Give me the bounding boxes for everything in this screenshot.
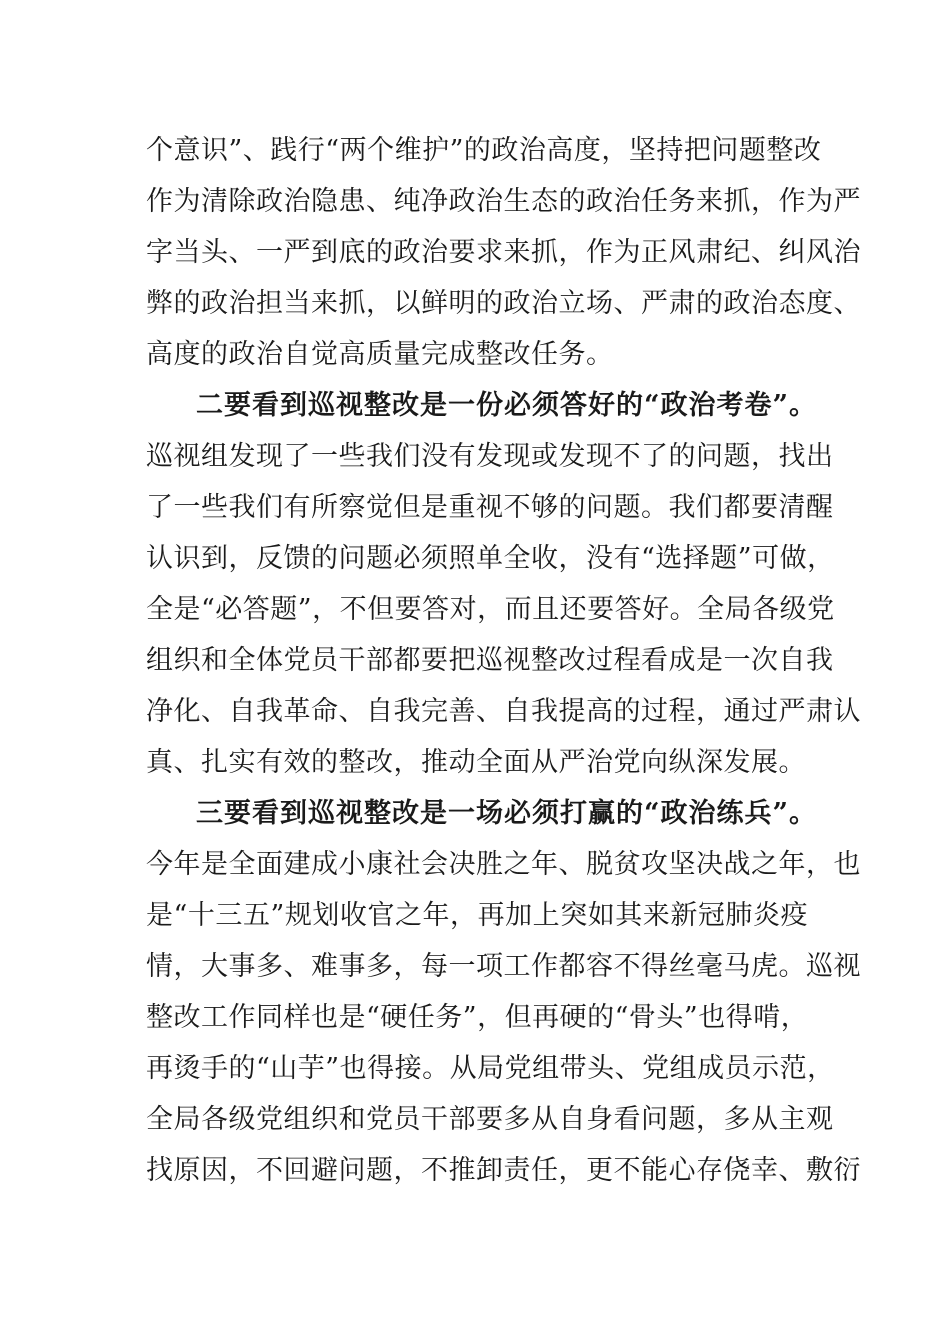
paragraph-line: 高度的政治自觉高质量完成整改任务。 <box>146 339 614 370</box>
section-heading: 三要看到巡视整改是一场必须打赢的“政治练兵”。 <box>196 798 818 829</box>
paragraph-line: 找原因，不回避问题，不推卸责任，更不能心存侥幸、敷衍 <box>146 1155 861 1186</box>
paragraph-line: 再烫手的“山芋”也得接。从局党组带头、党组成员示范， <box>146 1053 835 1084</box>
paragraph-line: 字当头、一严到底的政治要求来抓，作为正风肃纪、纠风治 <box>146 237 861 268</box>
paragraph-line: 全局各级党组织和党员干部要多从自身看问题，多从主观 <box>146 1104 834 1135</box>
paragraph-line: 全是“必答题”，不但要答对，而且还要答好。全局各级党 <box>146 594 835 625</box>
paragraph-line: 组织和全体党员干部都要把巡视整改过程看成是一次自我 <box>146 645 834 676</box>
paragraph-line: 今年是全面建成小康社会决胜之年、脱贫攻坚决战之年，也 <box>146 849 861 880</box>
paragraph-line: 整改工作同样也是“硬任务”，但再硬的“骨头”也得啃， <box>146 1002 809 1033</box>
paragraph-line: 认识到，反馈的问题必须照单全收，没有“选择题”可做， <box>146 543 835 574</box>
paragraph-line: 弊的政治担当来抓，以鲜明的政治立场、严肃的政治态度、 <box>146 288 861 319</box>
paragraph-line: 了一些我们有所察觉但是重视不够的问题。我们都要清醒 <box>146 492 834 523</box>
paragraph-line: 巡视组发现了一些我们没有发现或发现不了的问题，找出 <box>146 441 834 472</box>
paragraph-line: 真、扎实有效的整改，推动全面从严治党向纵深发展。 <box>146 747 806 778</box>
paragraph-line: 情，大事多、难事多，每一项工作都容不得丝毫马虎。巡视 <box>146 951 861 982</box>
paragraph-line: 个意识”、践行“两个维护”的政治高度，坚持把问题整改 <box>146 135 822 166</box>
paragraph-line: 是“十三五”规划收官之年，再加上突如其来新冠肺炎疫 <box>146 900 808 931</box>
section-heading: 二要看到巡视整改是一份必须答好的“政治考卷”。 <box>196 390 818 421</box>
paragraph-line: 作为清除政治隐患、纯净政治生态的政治任务来抓，作为严 <box>146 186 861 217</box>
paragraph-line: 净化、自我革命、自我完善、自我提高的过程，通过严肃认 <box>146 696 861 727</box>
